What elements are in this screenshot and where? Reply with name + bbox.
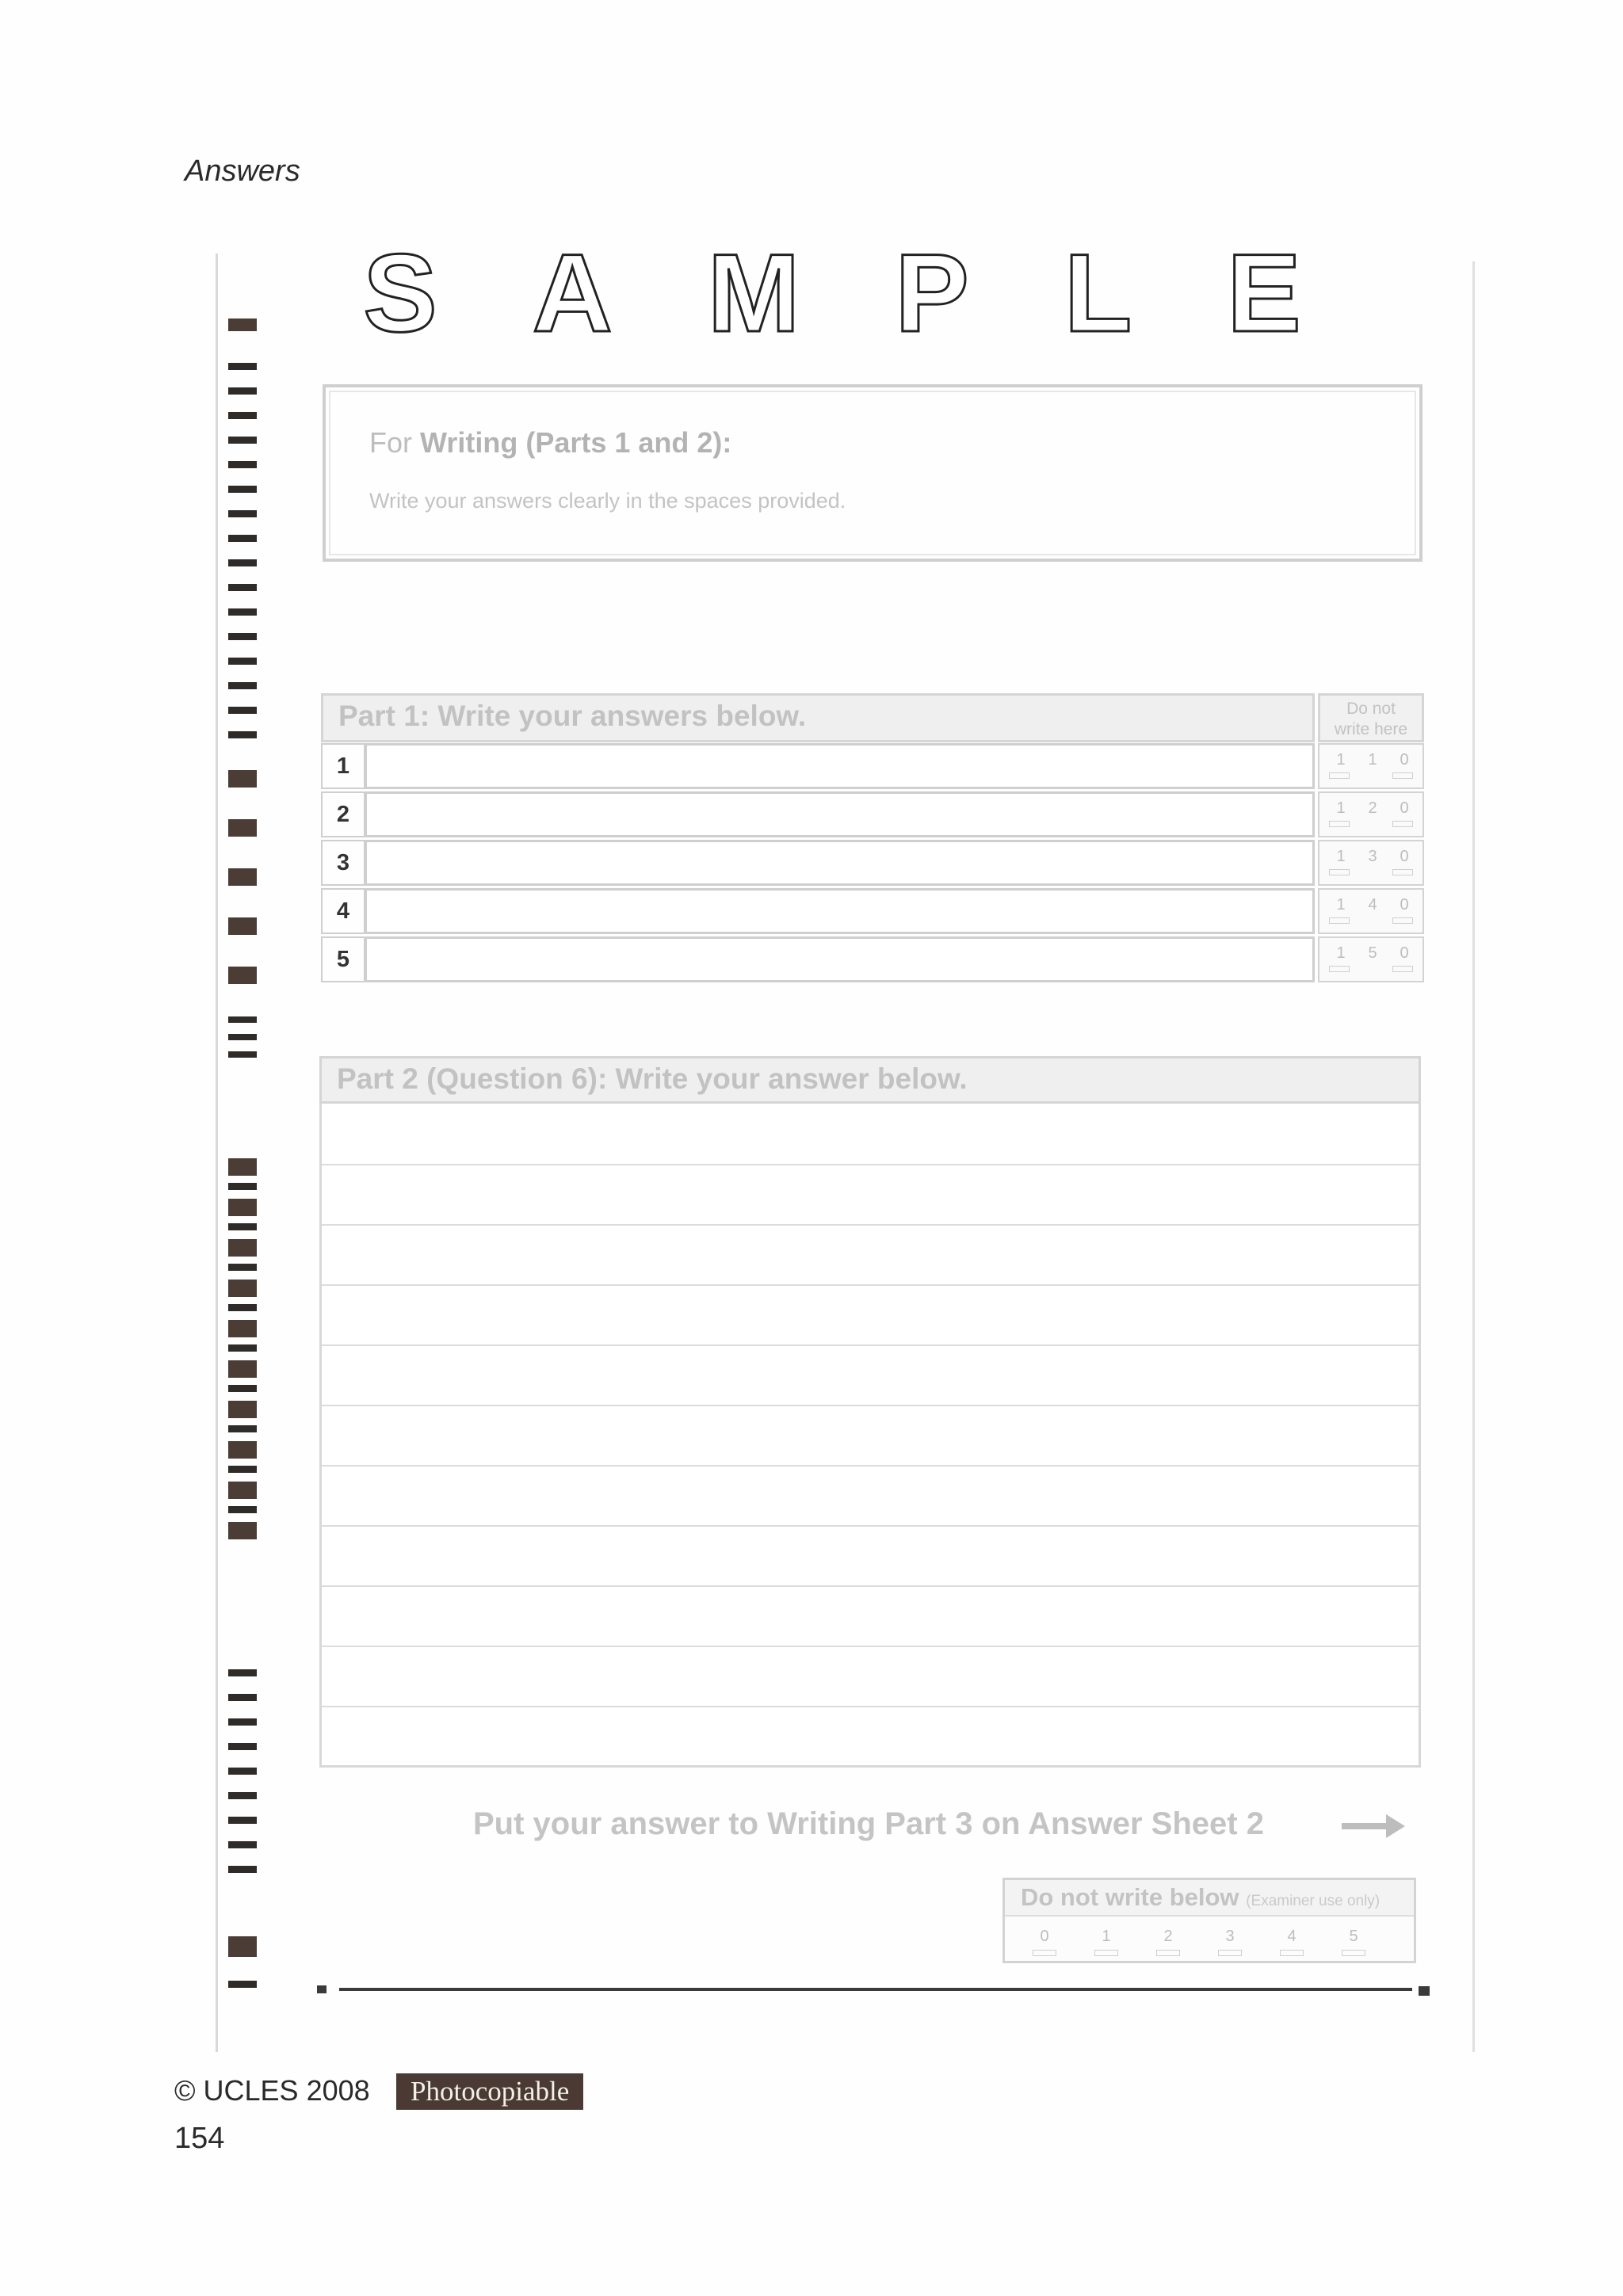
section-heading: Answers [185,154,300,188]
bottom-marker-left [317,1985,327,1993]
timing-mark [228,633,257,640]
examiner-score-4: 4 [1287,1928,1296,1945]
ruled-line [322,1224,1419,1226]
part2-answer-area[interactable] [319,1104,1421,1768]
lozenge [1329,869,1350,875]
ruled-line [322,1525,1419,1527]
examiner-lozenge[interactable] [1094,1950,1118,1956]
timing-mark [228,1817,257,1824]
score-mark: 0 [1400,944,1409,962]
timing-mark [228,1016,257,1023]
ruled-line [322,1344,1419,1346]
timing-mark [228,917,257,935]
bottom-marker-right [1419,1986,1430,1996]
timing-mark [228,1522,257,1539]
timing-mark [228,1401,257,1418]
instructions-box [323,384,1423,562]
score-box [1318,840,1424,886]
timing-mark [228,1866,257,1873]
timing-mark [228,1718,257,1726]
examiner-lozenge[interactable] [1156,1950,1180,1956]
timing-mark [228,1199,257,1216]
question-number: 3 [321,840,365,886]
timing-mark [228,1360,257,1378]
timing-mark [228,363,257,370]
timing-mark [228,1669,257,1676]
score-box [1318,791,1424,837]
timing-mark [228,1466,257,1473]
examiner-score-3: 3 [1225,1928,1235,1945]
examiner-score-1: 1 [1102,1928,1111,1945]
sample-watermark [363,231,1396,357]
timing-mark [228,1304,257,1311]
score-mark: 1 [1336,751,1346,769]
answer-field-1[interactable] [365,743,1315,789]
timing-mark [228,318,257,331]
part2-header-text: Part 2 (Question 6): Write your answer below. [337,1062,968,1095]
timing-mark [228,1280,257,1297]
examiner-score-5: 5 [1349,1928,1358,1945]
score-mark: 0 [1400,799,1409,817]
part1-row [321,743,1424,789]
timing-mark [228,967,257,984]
score-mark: 1 [1336,896,1346,913]
timing-mark [228,707,257,714]
timing-mark [228,535,257,542]
page-number: 154 [174,2122,225,2155]
timing-mark [228,1482,257,1499]
timing-mark [228,1743,257,1750]
timing-mark [228,559,257,566]
score-mark: 3 [1368,848,1377,865]
score-mark: 0 [1400,848,1409,865]
ruled-line [322,1164,1419,1165]
timing-mark [228,868,257,886]
timing-mark [228,437,257,444]
sheet-right-border [1472,261,1475,2052]
answer-field-5[interactable] [365,936,1315,982]
question-number: 1 [321,743,365,789]
score-mark: 4 [1368,896,1377,913]
part1-row [321,791,1424,837]
right-arrow-icon [1342,1813,1405,1840]
examiner-box-title: Do not write below (Examiner use only) [1021,1883,1381,1911]
question-number: 2 [321,791,365,837]
lozenge [1329,772,1350,779]
part1-row [321,840,1424,886]
do-not-write-header: Do not write here [1318,693,1424,742]
examiner-score-2: 2 [1163,1928,1173,1945]
lozenge [1329,966,1350,972]
timing-mark [228,1158,257,1176]
question-number: 4 [321,888,365,934]
score-mark: 1 [1368,751,1377,769]
timing-mark [228,1264,257,1271]
lozenge [1392,917,1413,924]
timing-mark [228,1792,257,1799]
examiner-box [1002,1878,1416,1963]
ruled-line [322,1706,1419,1707]
timing-mark [228,1034,257,1040]
lozenge [1329,917,1350,924]
timing-mark [228,584,257,591]
ruled-line [322,1646,1419,1647]
timing-mark [228,731,257,738]
score-box [1318,888,1424,934]
ruled-line [322,1465,1419,1466]
timing-mark [228,1320,257,1337]
instructions-title: For Writing (Parts 1 and 2): [369,426,732,459]
lozenge [1329,821,1350,827]
timing-mark [228,1506,257,1513]
timing-mark [228,608,257,616]
sample-watermark-text: SAMPLE [363,231,1396,355]
score-box [1318,936,1424,982]
lozenge [1392,772,1413,779]
timing-mark [228,1051,257,1058]
score-box [1318,743,1424,789]
lozenge [1392,869,1413,875]
timing-mark [228,1768,257,1775]
bottom-rule [339,1988,1412,1991]
part1-section [321,693,1424,984]
part1-row [321,888,1424,934]
timing-mark [228,1425,257,1432]
timing-mark [228,1239,257,1257]
photocopiable-badge: Photocopiable [396,2073,583,2110]
copyright-text: © UCLES 2008 [174,2074,370,2107]
timing-mark [228,510,257,517]
timing-mark [228,819,257,837]
answer-field-4[interactable] [365,888,1315,934]
part2-section [319,1056,1421,1769]
examiner-lozenge[interactable] [1280,1950,1304,1956]
timing-mark [228,1841,257,1848]
timing-mark [228,1694,257,1701]
score-mark: 0 [1400,751,1409,769]
score-mark: 0 [1400,896,1409,913]
ruled-line [322,1585,1419,1587]
answer-field-3[interactable] [365,840,1315,886]
examiner-lozenge[interactable] [1218,1950,1242,1956]
score-mark: 2 [1368,799,1377,817]
question-number: 5 [321,936,365,982]
timing-mark [228,387,257,395]
timing-mark [228,1936,257,1957]
timing-mark [228,682,257,689]
instructions-text: Write your answers clearly in the spaces provided. [369,489,846,513]
part1-row [321,936,1424,982]
score-mark: 1 [1336,848,1346,865]
answer-field-2[interactable] [365,791,1315,837]
ruled-line [322,1405,1419,1406]
score-mark: 1 [1336,944,1346,962]
timing-mark [228,1223,257,1230]
score-mark: 5 [1368,944,1377,962]
lozenge [1392,821,1413,827]
timing-mark [228,770,257,788]
timing-mark [228,1344,257,1352]
sheet-left-border [216,254,218,2052]
examiner-lozenge[interactable] [1342,1950,1365,1956]
timing-mark [228,1441,257,1459]
lozenge [1392,966,1413,972]
examiner-score-0: 0 [1040,1928,1049,1945]
examiner-lozenge[interactable] [1033,1950,1056,1956]
timing-mark [228,1981,257,1988]
timing-mark [228,1385,257,1392]
part1-header-text: Part 1: Write your answers below. [338,700,807,732]
score-mark: 1 [1336,799,1346,817]
timing-mark [228,486,257,493]
part3-note: Put your answer to Writing Part 3 on Answer Sheet 2 [473,1806,1264,1841]
timing-mark [228,658,257,665]
timing-mark [228,412,257,419]
ruled-line [322,1284,1419,1286]
timing-mark [228,461,257,468]
timing-mark [228,1183,257,1190]
